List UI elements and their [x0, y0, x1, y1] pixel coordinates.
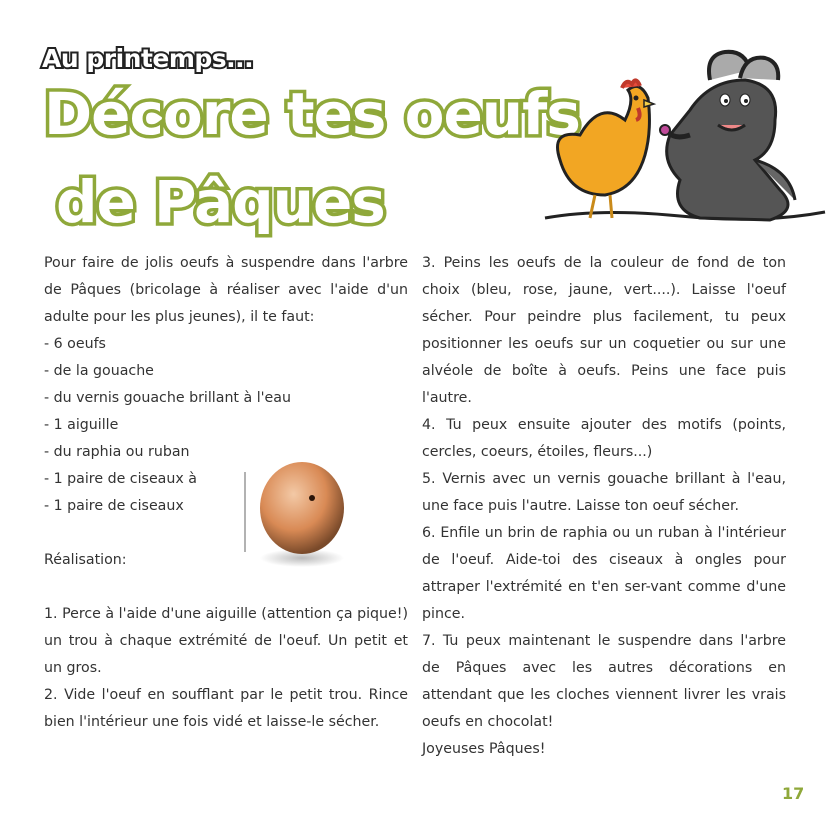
step-7: 7. Tu peux maintenant le suspendre dans l'arbre de Pâques avec les autres décorations en attendant que les cloches viennent livrer les vrais oeufs en chocolat! — [422, 633, 786, 730]
egg-photo — [244, 452, 348, 570]
closing-text: Joyeuses Pâques! — [422, 741, 546, 757]
step-6: 6. Enfile un brin de raphia ou un ruban à l'intérieur de l'oeuf. Aide-toi des ciseaux à ongles pour attraper l'extrémité en t'en ser-vant comme d'une pince. — [422, 525, 786, 622]
list-item: - 6 oeufs — [44, 336, 106, 352]
realisation-heading: Réalisation: — [44, 552, 127, 568]
step-1: 1. Perce à l'aide d'une aiguille (attention ça pique!) un trou à chaque extrémité de l'oeuf. Un petit et un gros. — [44, 606, 408, 676]
materials-list — [44, 331, 408, 520]
right-column — [422, 250, 786, 763]
goat-illustration — [660, 52, 795, 220]
list-item: - 1 aiguille — [44, 417, 119, 433]
list-item: - du raphia ou ruban — [44, 444, 190, 460]
list-item: - de la gouache — [44, 363, 154, 379]
kicker-heading: Au printemps... — [42, 44, 254, 73]
page-number: 17 — [782, 784, 805, 803]
step-3: 3. Peins les oeufs de la couleur de fond de ton choix (bleu, rose, jaune, vert....). Laisse l'oeuf sécher. Pour peindre plus facilement, tu peux positionner les oeufs sur un coquetier ou sur une alvéole de boîte à oeufs. Peins une face puis l'autre. — [422, 255, 786, 406]
hen-and-goat-illustration — [540, 40, 830, 230]
left-column — [44, 250, 408, 736]
list-item: - du vernis gouache brillant à l'eau — [44, 390, 291, 406]
step-5: 5. Vernis avec un vernis gouache brillant à l'eau, une face puis l'autre. Laisse ton oeuf sécher. — [422, 471, 786, 514]
step-4: 4. Tu peux ensuite ajouter des motifs (points, cercles, coeurs, étoiles, fleurs...) — [422, 417, 786, 460]
hen-illustration — [558, 80, 655, 218]
step-2: 2. Vide l'oeuf en soufflant par le petit trou. Rince bien l'intérieur une fois vidé et laisse-le sécher. — [44, 687, 408, 730]
list-item: - 1 paire de ciseaux à — [44, 471, 197, 487]
page-title-line2: de Pâques — [56, 168, 385, 236]
list-item: - 1 paire de ciseaux — [44, 498, 184, 514]
page-title-line1: Décore tes oeufs — [44, 80, 580, 148]
intro-paragraph: Pour faire de jolis oeufs à suspendre dans l'arbre de Pâques (bricolage à réaliser avec l'aide d'un adulte pour les plus jeunes), il te faut: — [44, 255, 408, 325]
